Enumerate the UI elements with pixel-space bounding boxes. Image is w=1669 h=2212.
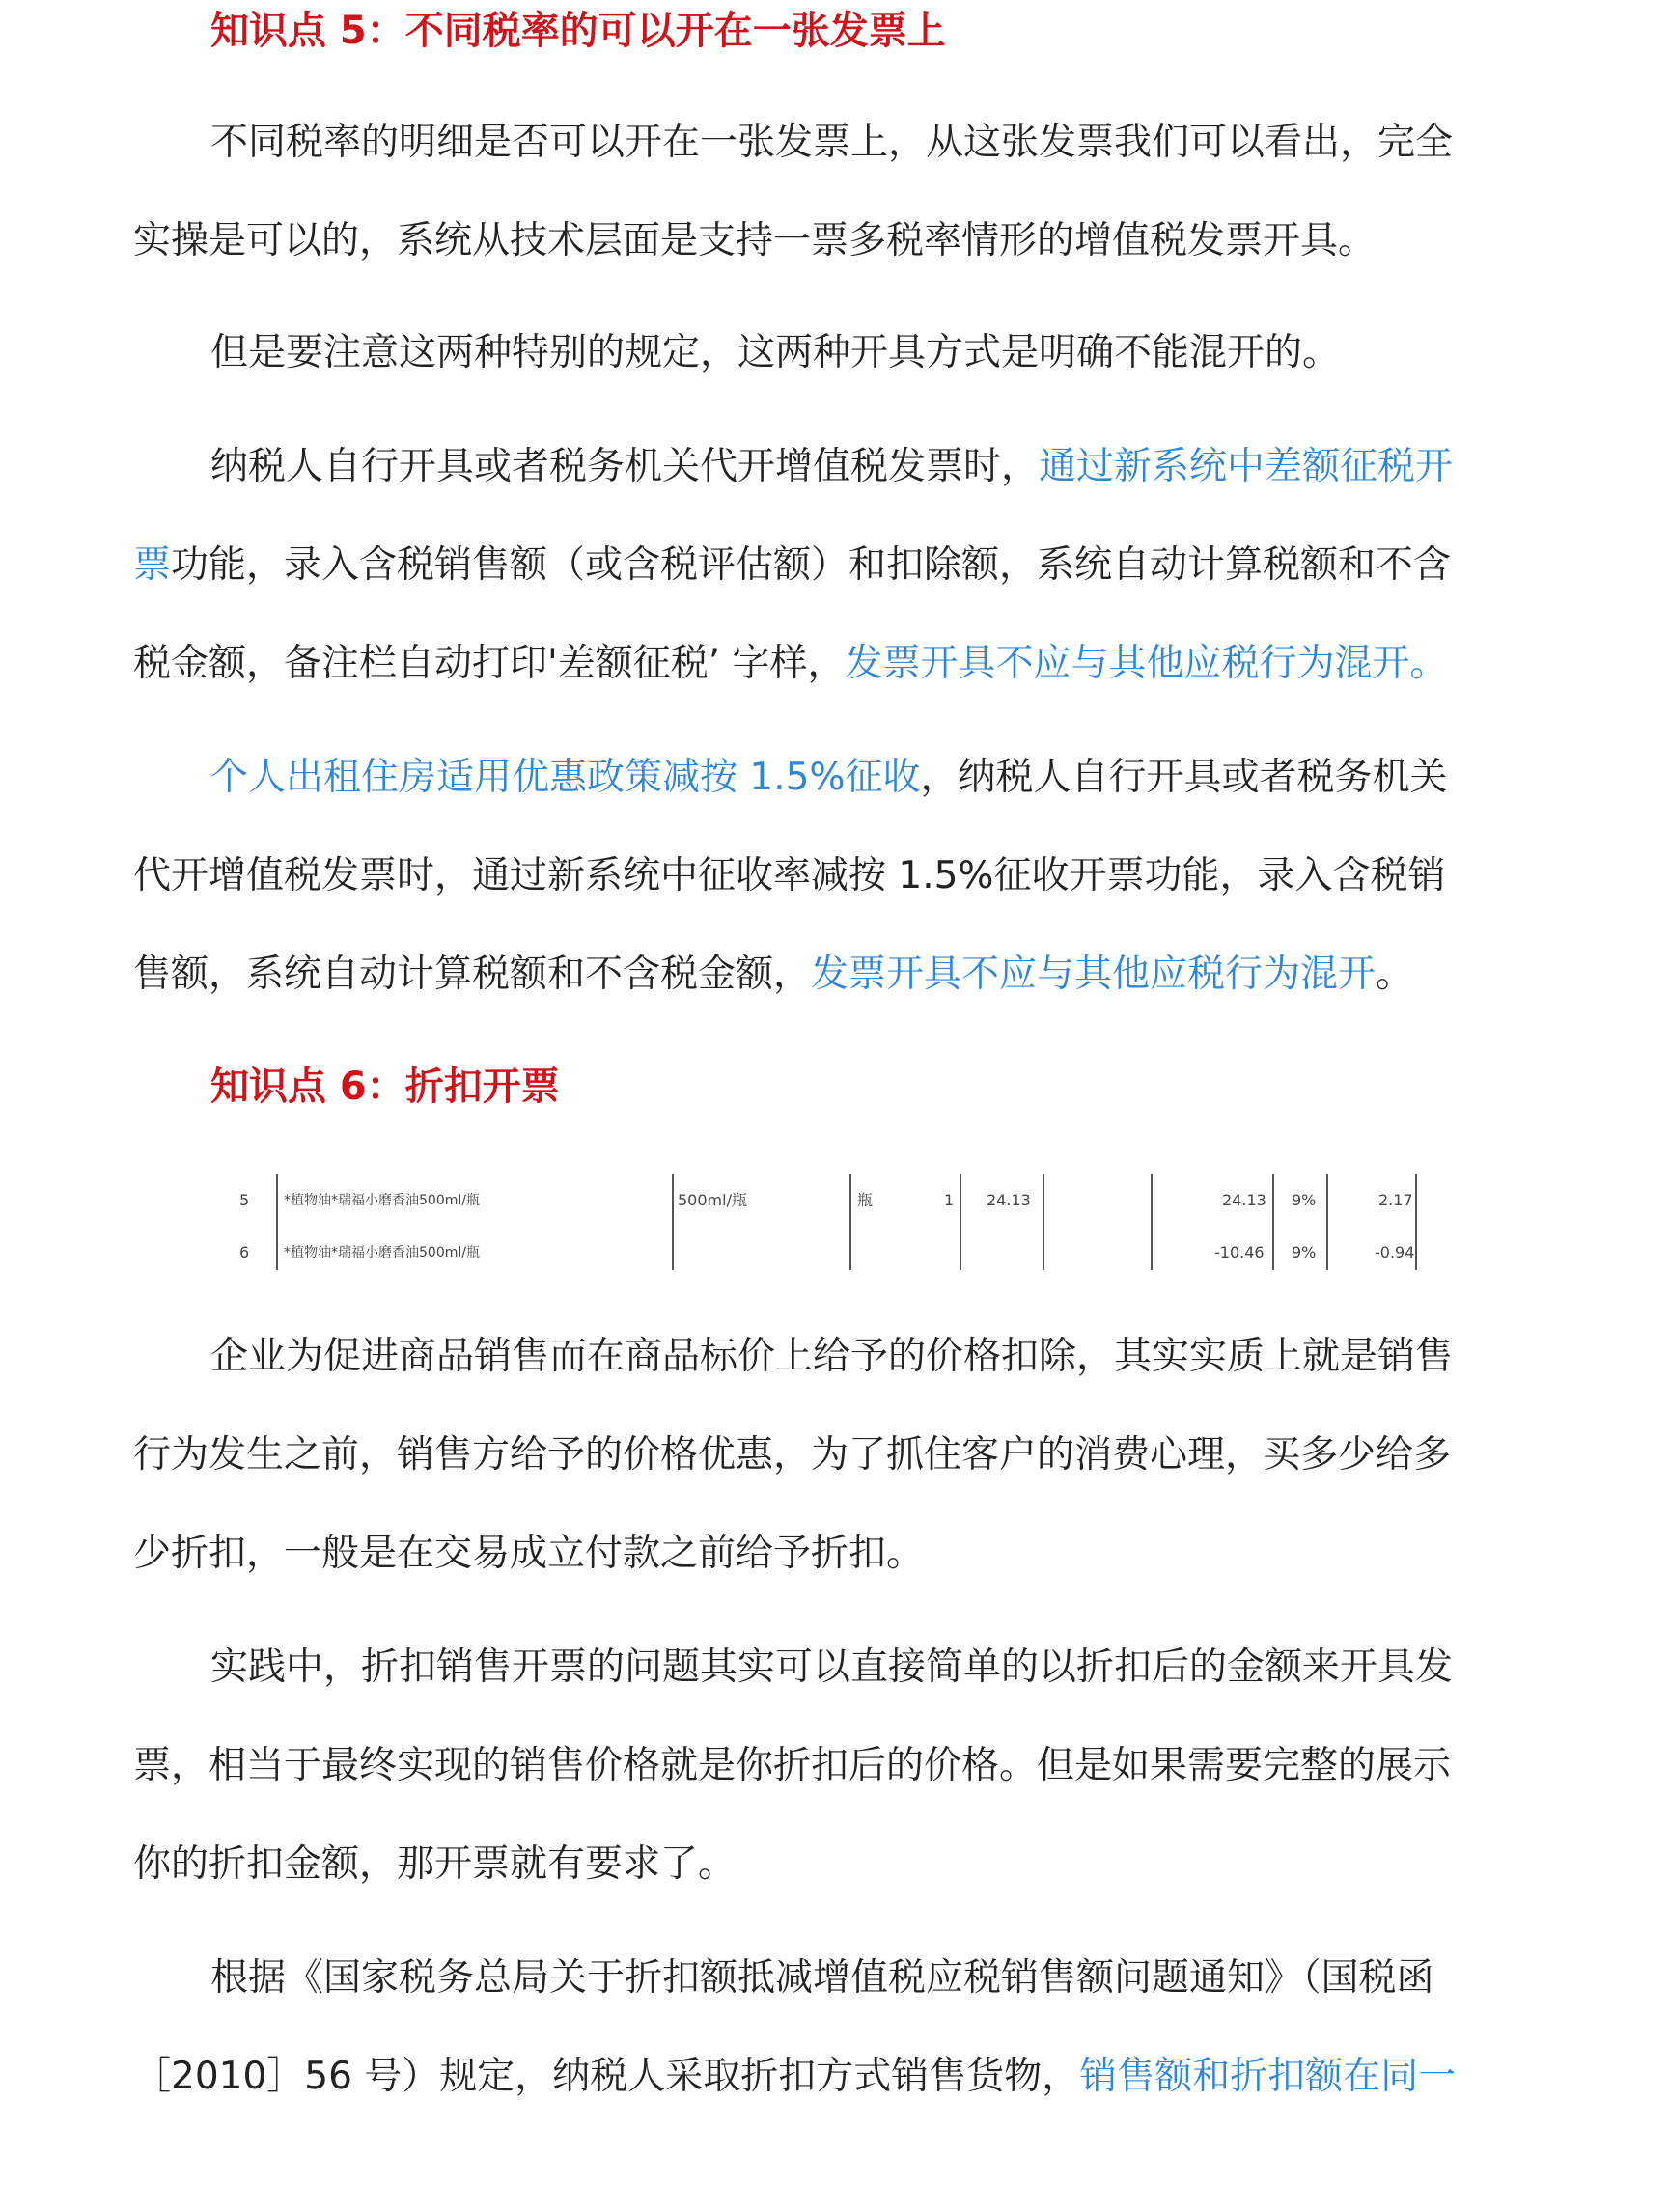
kp5-p4-line2: 代开增值税发票时，通过新系统中征收率减按 1.5%征收开票功能，录入含税销 — [133, 854, 1446, 898]
kp5-p3-highlight: 通过新系统中差额征税开 — [1039, 445, 1454, 488]
kp5-p3-line2 — [133, 542, 1451, 589]
invoice-divider — [1272, 1174, 1274, 1270]
invoice-divider — [849, 1174, 851, 1270]
invoice-row-rate: 9% — [1292, 1243, 1317, 1261]
kp6-p3-line1: 根据《国家税务总局关于折扣额抵减增值税应税销售额问题通知》（国税函 — [210, 1956, 1434, 2000]
kp5-p4-line1 — [210, 755, 1448, 801]
invoice-row-spec: 500ml/瓶 — [678, 1191, 747, 1209]
invoice-row-name: *植物油*瑞福小磨香油500ml/瓶 — [284, 1193, 480, 1208]
invoice-snippet — [230, 1166, 1419, 1272]
invoice-divider — [1415, 1174, 1417, 1270]
kp5-p3-highlight: 发票开具不应与其他应税行为混开。 — [845, 642, 1448, 685]
invoice-row-name: *植物油*瑞福小磨香油500ml/瓶 — [284, 1245, 480, 1260]
invoice-divider — [1326, 1174, 1328, 1270]
kp5-p4-highlight: 发票开具不应与其他应税行为混开 — [811, 953, 1377, 996]
kp5-p3-text: 功能，录入含税销售额（或含税评估额）和扣除额，系统自动计算税额和不含 — [171, 543, 1452, 587]
kp5-heading: 知识点 5：不同税率的可以开在一张发票上 — [210, 9, 946, 53]
kp6-p2-line3: 你的折扣金额，那开票就有要求了。 — [133, 1842, 737, 1886]
invoice-row-amount: -10.46 — [1214, 1243, 1265, 1261]
kp5-p1-line1: 不同税率的明细是否可以开在一张发票上，从这张发票我们可以看出，完全 — [210, 121, 1454, 164]
kp5-p4-text: ，纳税人自行开具或者税务机关 — [920, 756, 1448, 799]
kp6-p2-line2: 票，相当于最终实现的销售价格就是你折扣后的价格。但是如果需要完整的展示 — [133, 1744, 1452, 1787]
kp6-p2-line1: 实践中，折扣销售开票的问题其实可以直接简单的以折扣后的金额来开具发 — [210, 1645, 1454, 1689]
kp6-p3-text: ［2010］56 号）规定，纳税人采取折扣方式销售货物， — [133, 2055, 1080, 2098]
invoice-divider — [672, 1174, 674, 1270]
kp5-p3-text: 纳税人自行开具或者税务机关代开增值税发票时， — [210, 445, 1040, 488]
kp6-p3-line2 — [133, 2054, 1456, 2100]
kp5-p3-text: 税金额，备注栏自动打印'差额征税’ 字样， — [133, 642, 846, 685]
kp6-p1-line3: 少折扣，一般是在交易成立付款之前给予折扣。 — [133, 1532, 925, 1575]
invoice-divider — [1043, 1174, 1044, 1270]
kp6-p1-line1: 企业为促进商品销售而在商品标价上给予的价格扣除，其实实质上就是销售 — [210, 1335, 1454, 1378]
kp5-p3-highlight: 票 — [133, 543, 172, 587]
kp5-p4-text: 。 — [1376, 953, 1414, 996]
kp5-p3-line1 — [210, 444, 1453, 490]
kp6-p1-line2: 行为发生之前，销售方给予的价格优惠，为了抓住客户的消费心理，买多少给多 — [133, 1433, 1452, 1477]
invoice-row-tax: 2.17 — [1378, 1191, 1413, 1209]
invoice-row-qty: 1 — [944, 1191, 955, 1209]
invoice-row-no: 5 — [239, 1191, 250, 1209]
kp5-p3-line3 — [133, 641, 1448, 687]
invoice-divider — [960, 1174, 961, 1270]
kp6-p3-highlight: 销售额和折扣额在同一 — [1079, 2055, 1457, 2098]
invoice-row-amount: 24.13 — [1222, 1191, 1266, 1209]
kp5-p4-text: 售额，系统自动计算税额和不含税金额， — [133, 953, 812, 996]
invoice-row-price: 24.13 — [987, 1191, 1031, 1209]
invoice-row-no: 6 — [239, 1243, 250, 1261]
kp5-p4-highlight: 个人出租住房适用优惠政策减按 1.5%征收 — [210, 756, 921, 799]
kp5-p1-line2: 实操是可以的，系统从技术层面是支持一票多税率情形的增值税发票开具。 — [133, 219, 1377, 263]
invoice-row-rate: 9% — [1292, 1191, 1317, 1209]
invoice-row-tax: -0.94 — [1375, 1243, 1415, 1261]
invoice-divider — [1151, 1174, 1153, 1270]
kp5-p2: 但是要注意这两种特别的规定，这两种开具方式是明确不能混开的。 — [210, 331, 1341, 374]
kp5-p4-line3 — [133, 952, 1413, 998]
invoice-row-unit: 瓶 — [857, 1191, 874, 1209]
kp6-heading: 知识点 6：折扣开票 — [210, 1065, 560, 1109]
invoice-divider — [276, 1174, 278, 1270]
